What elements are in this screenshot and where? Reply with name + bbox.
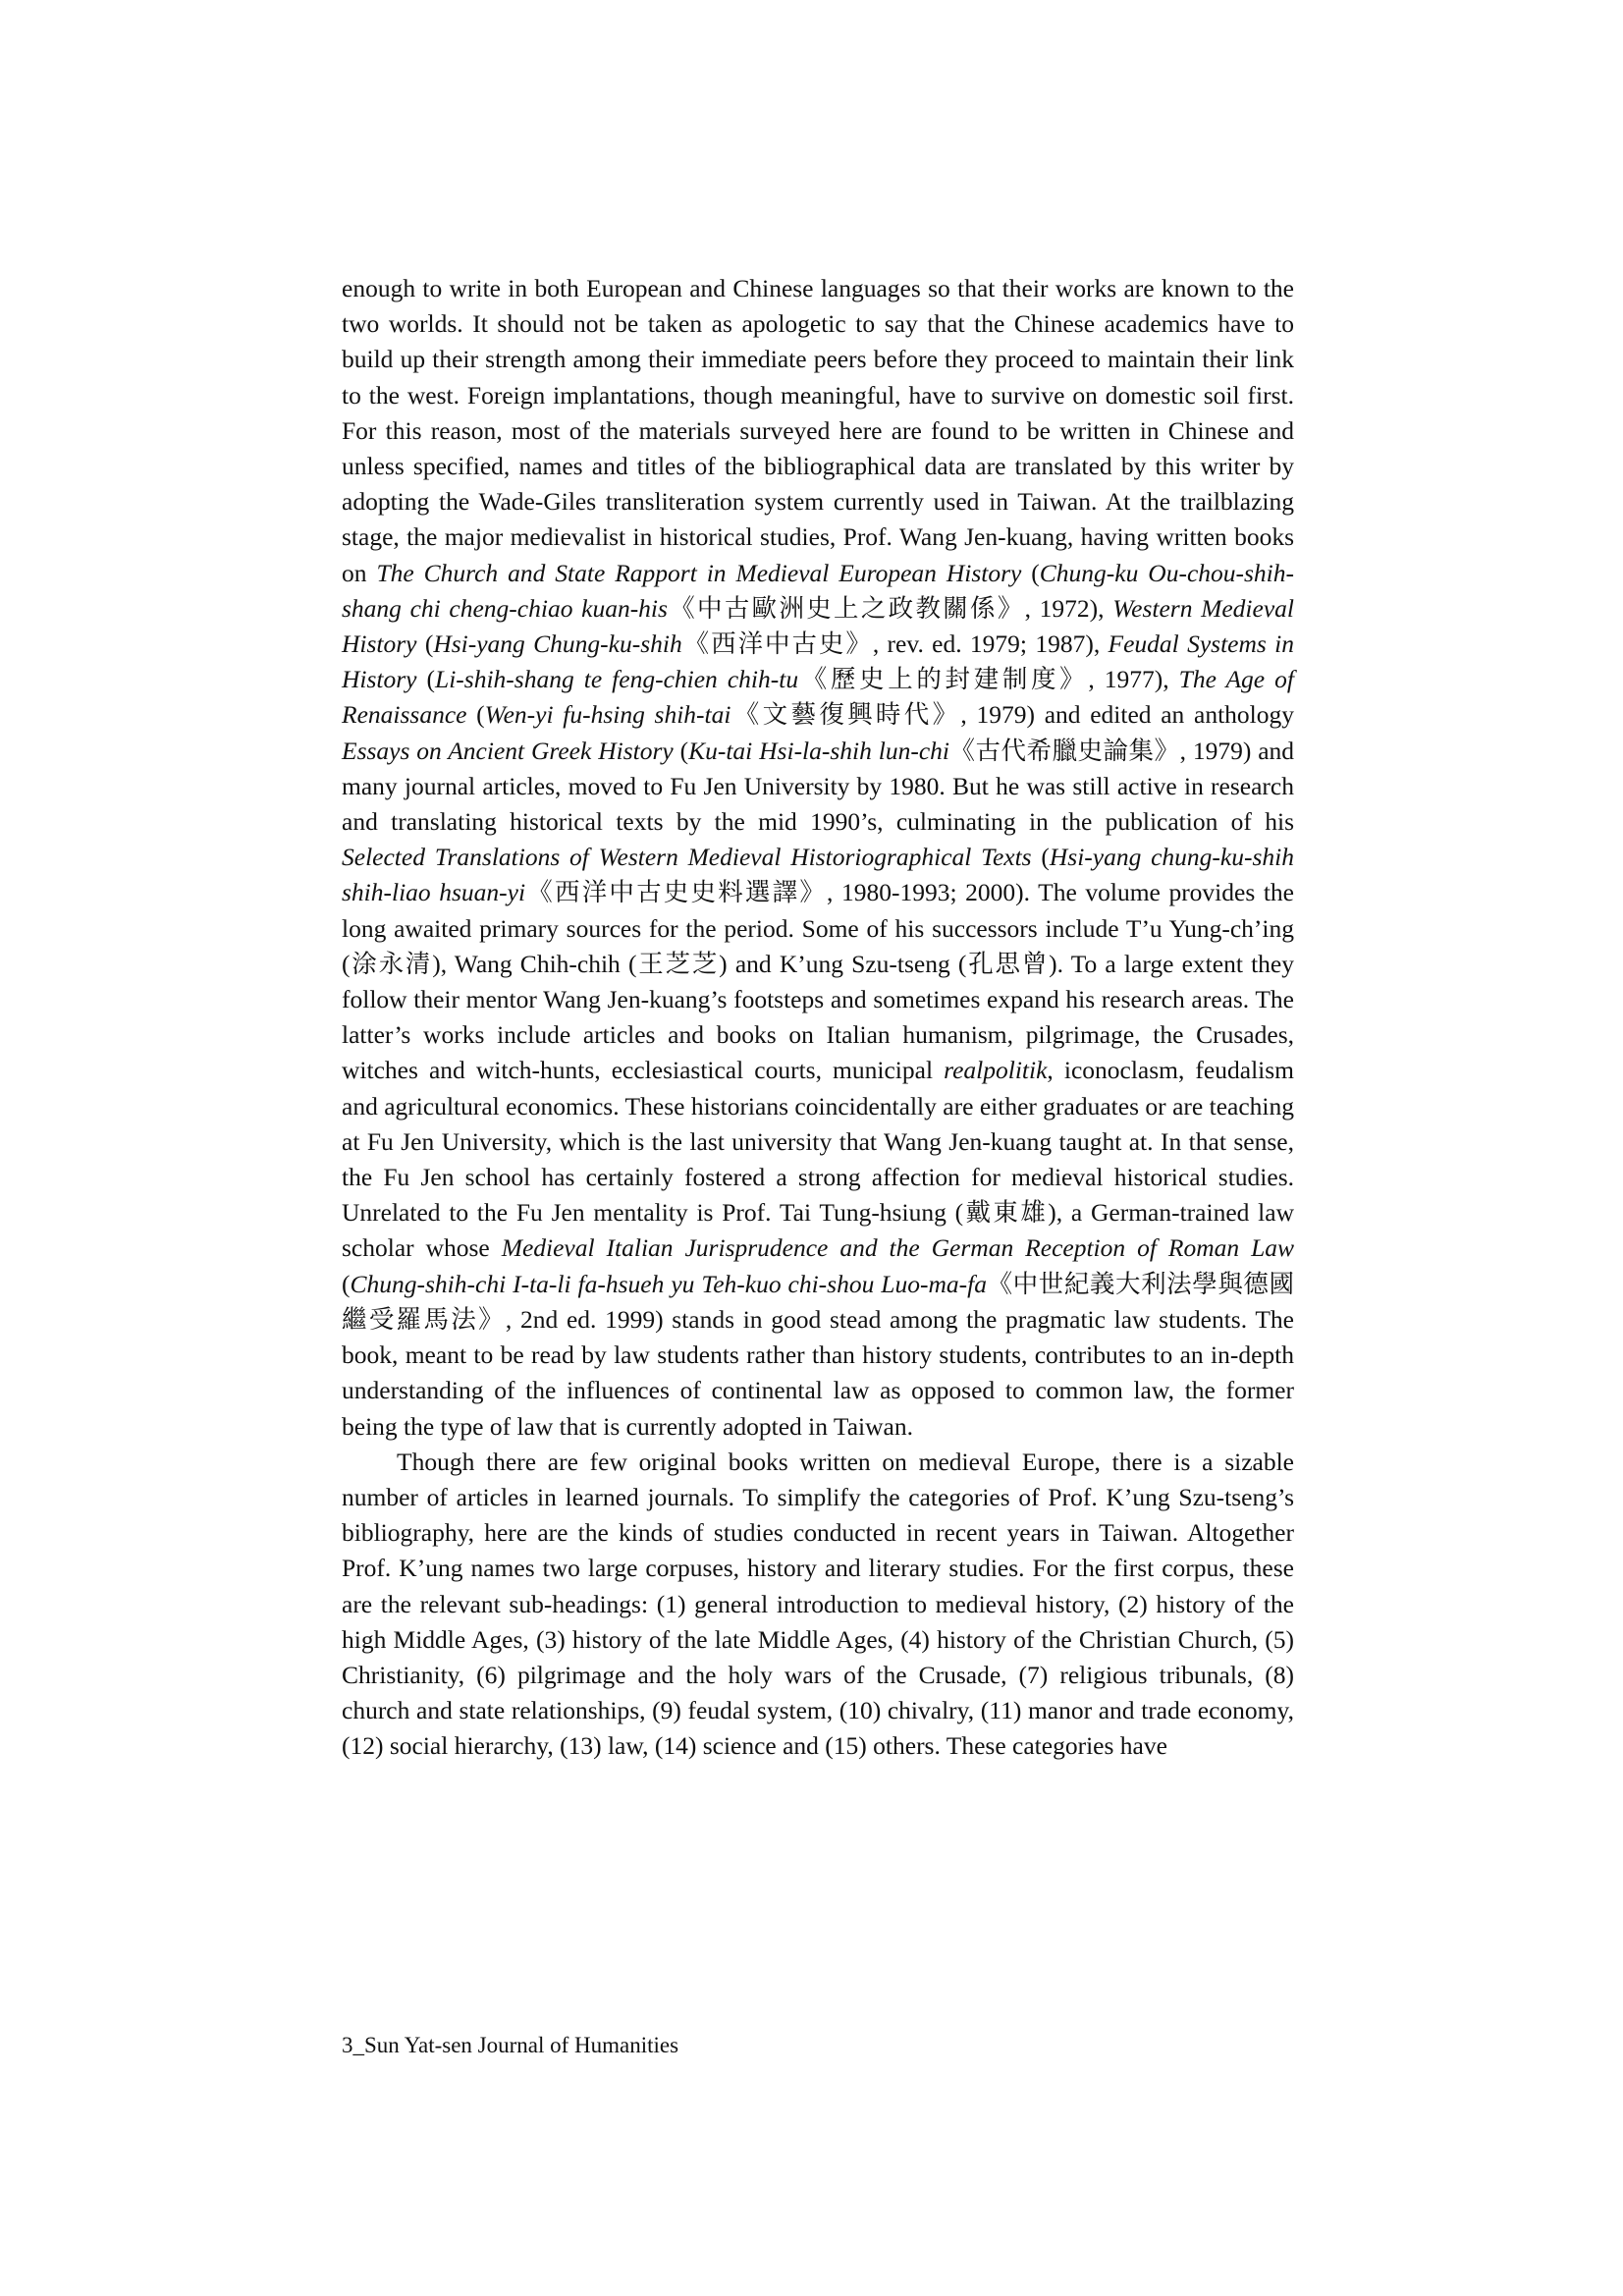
body-text-run: Though there are few original books written on medieval Europe, there is a sizable number of articles in learned journals. To simplify the categories of Prof. K’ung Szu-tseng’s bibliography, here are the kinds of studies conducted in recent years in Taiwan. Altogether Prof. K’ung names two large corpuses, history and literary studies. For the first corpus, these are the relevant sub-headings: (1) general introduction to medieval history, (2) history of the high Middle Ages, (3) history of the late Middle Ages, (4) history of the Christian Church, (5) Christianity, (6) pilgrimage and the holy wars of the Crusade, (7) religious tribunals, (8) church and state relationships, (9) feudal system, (10) chivalry, (11) manor and trade economy, (12) social hierarchy, (13) law, (14) science and (15) others. These categories have: [342, 1447, 1294, 1761]
body-text-run: (: [1031, 843, 1050, 872]
body-text-run: enough to write in both European and Chinese languages so that their works are known to the two worlds. It should not be taken as apologetic to say that the Chinese academics have to build up their strength among their immediate peers before they proceed to maintain their link to the west. Foreign implantations, though meaningful, have to survive on domestic soil first. For this reason, most of the materials surveyed here are found to be written in Chinese and unless specified, names and titles of the bibliographical data are translated by this writer by adopting the Wade-Giles transliteration system currently used in Taiwan. At the trailblazing stage, the major medievalist in historical studies, Prof. Wang Jen-kuang, having written books on: [342, 274, 1294, 587]
italic-title-text: Medieval Italian Jurisprudence and the German Reception of Roman Law: [501, 1233, 1295, 1263]
body-text-run: 《中古歐洲史上之政教關係》, 1972),: [667, 593, 1113, 623]
body-text-run: (: [416, 629, 434, 659]
body-text-run: , iconoclasm, feudalism and agricultural economics. These historians coincidentally are either graduates or are teaching at Fu Jen University, which is the last university that Wang Jen-kuang taught at. In that sense, the Fu Jen school has certainly fostered a strong affection for medieval historical studies. Unrelated to the Fu Jen mentality is Prof. Tai Tung-hsiung (戴東雄), a German-trained law scholar whose: [342, 1056, 1294, 1263]
italic-title-text: Chung-ku Ou-chou-shih-shang chi cheng-chiao kuan-his: [342, 558, 1294, 623]
page-body: [342, 271, 1294, 1765]
body-text-run: 《西洋中古史》, rev. ed. 1979; 1987),: [681, 629, 1109, 659]
italic-title-text: The Church and State Rapport in Medieval European History: [376, 558, 1022, 587]
body-text-run: 《文藝復興時代》, 1979) and edited an anthology: [730, 700, 1294, 730]
body-text-run: (: [466, 700, 485, 730]
body-text-run: (: [416, 665, 436, 694]
italic-title-text: Feudal Systems in History: [342, 629, 1294, 694]
italic-title-text: Ku-tai Hsi-la-shih lun-chi: [688, 736, 950, 765]
body-text-run: (: [1021, 558, 1040, 587]
italic-title-text: realpolitik: [944, 1056, 1048, 1085]
italic-title-text: Hsi-yang chung-ku-shih shih-liao hsuan-yi: [342, 843, 1294, 907]
italic-title-text: Hsi-yang Chung-ku-shih: [433, 629, 682, 659]
body-text-run: (: [342, 1269, 351, 1298]
body-paragraph-2: [342, 1445, 1294, 1765]
italic-title-text: Li-shih-shang te feng-chien chih-tu: [435, 665, 799, 694]
body-text-run: 《古代希臘史論集》, 1979) and many journal articles, moved to Fu Jen University by 1980. But he was still active in research and translating historical texts by the mid 1990’s, culminating in the publication of his: [342, 736, 1295, 837]
body-text-run: 《西洋中古史史料選譯》, 1980-1993; 2000). The volume provides the long awaited primary sources for the period. Some of his successors include T’u Yung-ch’ing (涂永清), Wang Chih-chih (王芝芝) and K’ung Szu-tseng (孔思曾). To a large extent they follow their mentor Wang Jen-kuang’s footsteps and sometimes expand his research areas. The latter’s works include articles and books on Italian humanism, pilgrimage, the Crusades, witches and witch-hunts, ecclesiastical courts, municipal: [342, 878, 1294, 1085]
body-text-run: 《歷史上的封建制度》, 1977),: [798, 665, 1179, 694]
italic-title-text: Essays on Ancient Greek History: [342, 736, 674, 765]
body-paragraph-1: [342, 271, 1294, 1445]
body-text-run: (: [673, 736, 689, 765]
italic-title-text: Western Medieval History: [342, 593, 1294, 659]
italic-title-text: Wen-yi fu-hsing shih-tai: [484, 700, 731, 730]
italic-title-text: Selected Translations of Western Medieval Historiographical Texts: [342, 843, 1032, 872]
italic-title-text: The Age of Renaissance: [342, 665, 1294, 730]
page-footer: 3_Sun Yat-sen Journal of Humanities: [342, 2033, 679, 2057]
body-text-run: 《中世紀義大利法學與德國繼受羅馬法》, 2nd ed. 1999) stands in good stead among the pragmatic law students. The book, meant to be read by law students rather than history students, contributes to an in-depth understanding of the influences of continental law as opposed to common law, the former being the type of law that is currently adopted in Taiwan.: [342, 1269, 1294, 1441]
italic-title-text: Chung-shih-chi I-ta-li fa-hsueh yu Teh-kuo chi-shou Luo-ma-fa: [350, 1269, 987, 1298]
